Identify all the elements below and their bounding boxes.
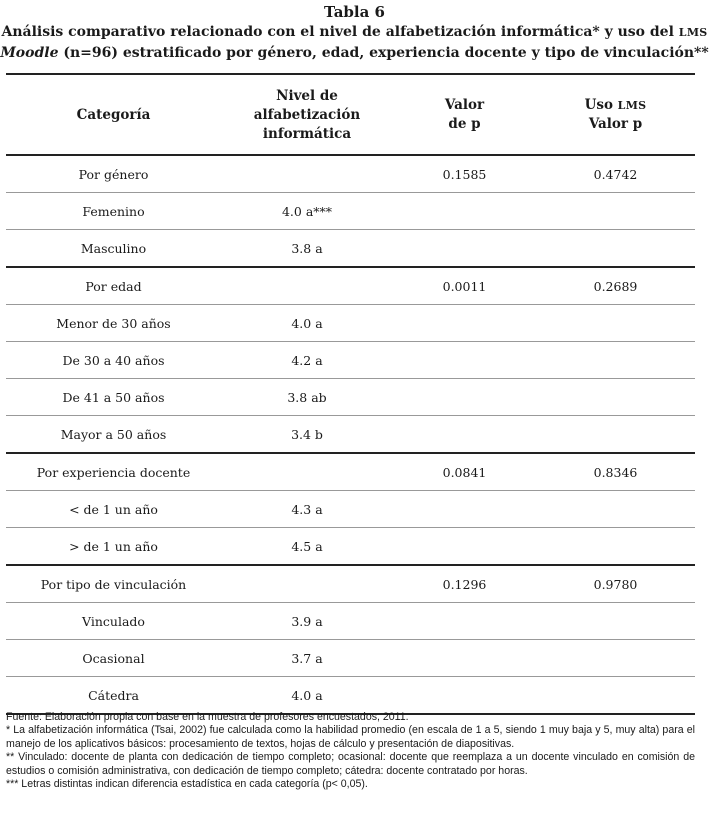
cell-valor-p — [393, 379, 536, 416]
cell-nivel: 3.7 a — [221, 640, 393, 677]
table-row — [6, 379, 695, 416]
cell-categoria: Por género — [6, 155, 221, 193]
cell-valor-p: 0.1296 — [393, 565, 536, 603]
cell-valor-p — [393, 230, 536, 268]
cell-uso-lms — [536, 528, 695, 566]
cell-valor-p — [393, 677, 536, 715]
cell-uso-lms — [536, 677, 695, 715]
header-categoria: Categoría — [6, 76, 221, 155]
cell-categoria: Masculino — [6, 230, 221, 268]
table-row — [6, 230, 695, 268]
table-row — [6, 453, 695, 491]
cell-uso-lms — [536, 342, 695, 379]
table-caption-line-2 — [0, 43, 709, 63]
cell-uso-lms: 0.4742 — [536, 155, 695, 193]
cell-uso-lms — [536, 491, 695, 528]
cell-uso-lms: 0.8346 — [536, 453, 695, 491]
cell-nivel: 4.0 a — [221, 677, 393, 715]
cell-nivel: 3.9 a — [221, 603, 393, 640]
cell-nivel — [221, 155, 393, 193]
footnote-2: ** Vinculado: docente de planta con dedicación de tiempo completo; ocasional: docente que reemplaza a un docente vinculado en comisión de estudios o comisión administrativa, con dedicación de tiempo completo; cátedra: docente contratado por horas. — [6, 751, 695, 777]
cell-uso-lms — [536, 193, 695, 230]
cell-nivel: 3.4 b — [221, 416, 393, 454]
cell-categoria: Por experiencia docente — [6, 453, 221, 491]
cell-categoria: Por edad — [6, 267, 221, 305]
table-row — [6, 640, 695, 677]
header-valor-p: Valor de p — [393, 76, 536, 155]
table-number: Tabla 6 — [323, 3, 385, 21]
header-uso-lms: Uso LMS Valor p — [536, 76, 695, 155]
cell-categoria: < de 1 un año — [6, 491, 221, 528]
table-row — [6, 155, 695, 193]
footnote-1: * La alfabetización informática (Tsai, 2002) fue calculada como la habilidad promedio (en escala de 1 a 5, siendo 1 muy baja y 5, muy alta) para el manejo de los aplicativos básicos: procesamiento de textos, hojas de cálculo y presentación de diapositivas. — [6, 724, 695, 750]
table-row — [6, 491, 695, 528]
cell-nivel: 4.3 a — [221, 491, 393, 528]
table-row — [6, 267, 695, 305]
table-row — [6, 305, 695, 342]
table-row — [6, 565, 695, 603]
cell-categoria: Vinculado — [6, 603, 221, 640]
cell-categoria: Cátedra — [6, 677, 221, 715]
table-row — [6, 677, 695, 715]
table-row — [6, 193, 695, 230]
table-row — [6, 416, 695, 454]
cell-uso-lms — [536, 305, 695, 342]
cell-valor-p — [393, 193, 536, 230]
cell-valor-p: 0.0011 — [393, 267, 536, 305]
table-row — [6, 342, 695, 379]
cell-uso-lms: 0.9780 — [536, 565, 695, 603]
cell-categoria: De 30 a 40 años — [6, 342, 221, 379]
top-rule — [6, 73, 695, 75]
table-body — [6, 155, 695, 714]
cell-nivel: 4.2 a — [221, 342, 393, 379]
cell-valor-p: 0.0841 — [393, 453, 536, 491]
cell-valor-p — [393, 416, 536, 454]
cell-uso-lms — [536, 603, 695, 640]
cell-valor-p — [393, 640, 536, 677]
cell-uso-lms: 0.2689 — [536, 267, 695, 305]
cell-categoria: Menor de 30 años — [6, 305, 221, 342]
cell-nivel — [221, 565, 393, 603]
cell-uso-lms — [536, 640, 695, 677]
cell-nivel: 4.5 a — [221, 528, 393, 566]
cell-categoria: Femenino — [6, 193, 221, 230]
cell-uso-lms — [536, 379, 695, 416]
cell-nivel — [221, 267, 393, 305]
header-nivel: Nivel de alfabetización informática — [221, 76, 393, 155]
cell-uso-lms — [536, 416, 695, 454]
caption-moodle: Moodle — [0, 45, 59, 61]
comparison-table — [6, 76, 695, 715]
header-row — [6, 76, 695, 155]
cell-uso-lms — [536, 230, 695, 268]
cell-categoria: > de 1 un año — [6, 528, 221, 566]
table-row — [6, 528, 695, 566]
cell-nivel: 4.0 a — [221, 305, 393, 342]
cell-valor-p — [393, 491, 536, 528]
cell-valor-p: 0.1585 — [393, 155, 536, 193]
table-notes — [6, 711, 695, 791]
cell-categoria: Mayor a 50 años — [6, 416, 221, 454]
table-caption-line-1 — [0, 22, 709, 43]
caption-text-rest: (n=96) estratificado por género, edad, experiencia docente y tipo de vinculación** — [58, 45, 709, 61]
cell-valor-p — [393, 603, 536, 640]
table-title — [0, 2, 709, 63]
cell-categoria: Por tipo de vinculación — [6, 565, 221, 603]
table-row — [6, 603, 695, 640]
cell-categoria: Ocasional — [6, 640, 221, 677]
caption-lms: LMS — [678, 26, 708, 39]
cell-valor-p — [393, 305, 536, 342]
cell-nivel: 3.8 a — [221, 230, 393, 268]
cell-valor-p — [393, 342, 536, 379]
cell-nivel — [221, 453, 393, 491]
cell-categoria: De 41 a 50 años — [6, 379, 221, 416]
source-note: Fuente: Elaboración propia con base en la muestra de profesores encuestados, 2011. — [6, 711, 409, 723]
cell-valor-p — [393, 528, 536, 566]
caption-text: Análisis comparativo relacionado con el nivel de alfabetización informática* y uso del — [1, 24, 679, 40]
cell-nivel: 3.8 ab — [221, 379, 393, 416]
footnote-3: *** Letras distintas indican diferencia estadística en cada categoría (p< 0,05). — [6, 778, 368, 791]
cell-nivel: 4.0 a*** — [221, 193, 393, 230]
